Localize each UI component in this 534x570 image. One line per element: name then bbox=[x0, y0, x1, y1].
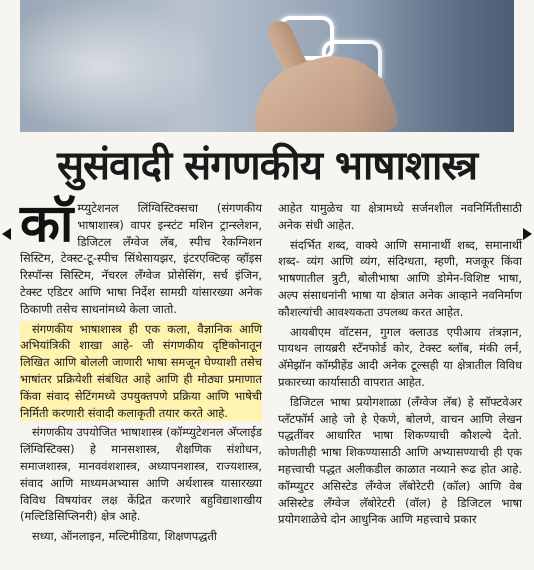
paragraph: संगणकीय उपयोजित भाषाशास्त्र (कॉम्प्युटेशनल अ‍ॅप्लाईड लिंग्विस्टिक्स) हे मानसशास्त्र, शैक्षणिक संशोधन, समाजशास्त्र, मानववंशशास्त्र, अध्यापनशास्त्र, राज्यशास्त्र, संवाद आणि माध्यमअभ्यास आणि अर्थशास्त्र यासारख्या विविध विषयांवर लक्ष केंद्रित करणारे बहुविद्याशाखीय (मल्टिडिसिप्लिनरी) क्षेत्र आहे. bbox=[20, 425, 262, 524]
arrow-right-icon bbox=[523, 228, 532, 240]
paragraph: आयबीएम वॉटसन, गुगल क्लाउड एपीआय तंत्रज्ञान, पायथन लायब्ररी स्टॅनफोर्ड कोर, टेक्स्ट ब्लॉब, मंकी लर्न, अ‍ॅमेझॉन कॉम्प्रीहेंड आदी अनेक टूल्सही या क्षेत्रातील विविध प्रकारच्या कार्यासाठी वापरात आहेत. bbox=[278, 324, 522, 389]
article-column-right bbox=[278, 200, 522, 531]
paragraph: संदर्भित शब्द, वाक्ये आणि समानार्थी शब्द, समानार्थी शब्द- व्यंग आणि व्यंग, संदिग्धता, म्हणी, मजकूर किंवा भाषणातील त्रुटी, बोलीभाषा आणि डोमेन-विशिष्ट भाषा, अल्प संसाधनांनी भाषा या क्षेत्रात अनेक आव्हाने नवनिर्माण कौशल्यांची आवश्यकता उपलब्ध करत आहेत. bbox=[278, 237, 522, 319]
paragraph: डिजिटल भाषा प्रयोगशाळा (लँग्वेज लॅब) हे सॉफ्टवेअर प्लॅटफॉर्म आहे जो हे ऐकणे, बोलणे, वाचन आणि लेखन पद्धतींवर आधारित भाषा शिकण्याची कौशल्ये देतो. कोणतीही भाषा शिकण्यासाठी आणि अभ्यासण्याची ही एक महत्त्वाची पद्धत अलीकडील काळात नव्याने रूढ होत आहे. कॉम्प्युटर असिस्टेड लँग्वेज लॅबोरेटरी (कॉल) आणि वेब असिस्टेड लँग्वेज लॅबोरेटरी (वॉल) हे डिजिटल भाषा प्रयोगशाळेचे दोन आधुनिक आणि महत्त्वाचे प्रकार bbox=[278, 394, 522, 527]
photo-fade-right bbox=[354, 0, 514, 132]
highlighted-paragraph: संगणकीय भाषाशास्त्र ही एक कला, वैज्ञानिक आणि अभियांत्रिकी शाखा आहे- जी संगणकीय दृष्टिकोनातून लिखित आणि बोलली जाणारी भाषा समजून घेण्याशी तसेच भाषांतर प्रक्रियेशी संबंधित आहे आणि ही मोठ्या प्रमाणात किंवा संवाद सेटिंगमध्ये उपयुक्तपणे प्रक्रिया आणि भाषेची निर्मिती करणारी संवादी कलाकृती तयार करते आहे. bbox=[20, 321, 262, 420]
arrow-left-icon bbox=[2, 228, 11, 240]
article-headline: सुसंवादी संगणकीय भाषाशास्त्र bbox=[56, 143, 478, 189]
paragraph: आहेत यामुळेच या क्षेत्रामध्ये सर्जनशील नवनिर्मितीसाठी अनेक संधी आहेत. bbox=[278, 201, 522, 232]
paragraph: सध्या, ऑनलाइन, मल्टिमीडिया, शिक्षणपद्धती bbox=[32, 529, 217, 544]
article-column-left bbox=[20, 194, 262, 548]
paragraph: म्प्युटेशनल लिंग्विस्टिक्सचा (संगणकीय भाषाशास्त्र) वापर इन्स्टंट मशिन ट्रान्स्लेशन, डिजिटल लँग्वेज लॅब, स्पीच रेकग्निशन सिस्टिम, टेक्स्ट-टू-स्पीच सिंथेसायझर, इंटरएक्टिव्ह व्हॉइस रिस्पॉन्स सिस्टिम, नॅचरल लँग्वेज प्रोसेसिंग, सर्च इंजिन, टेक्स्ट एडिटर आणि भाषा निर्देश सामग्री यांसारख्या अनेक ठिकाणी तसेच साधनांमध्ये केला जातो. bbox=[20, 201, 262, 316]
header-photo bbox=[20, 0, 514, 132]
dropcap: कॉ bbox=[20, 194, 74, 254]
photo-blur-left bbox=[20, 0, 220, 132]
